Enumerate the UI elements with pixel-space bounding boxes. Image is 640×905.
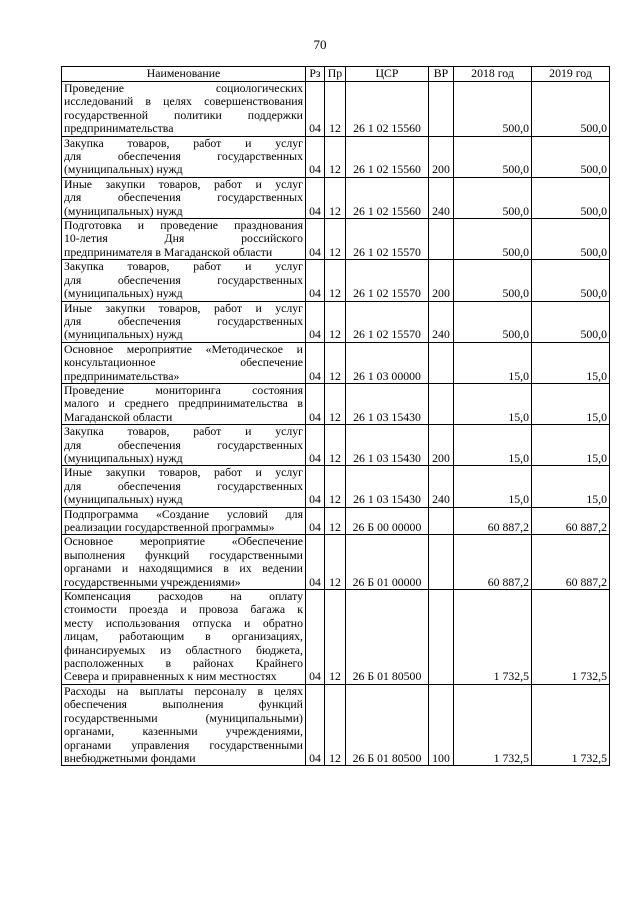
row-name-line: для обеспечения государственных — [64, 437, 303, 452]
row-name-line: Иные закупки товаров, работ и услуг — [64, 465, 303, 480]
table-row — [62, 507, 610, 535]
row-name-line: Закупка товаров, работ и услуг — [64, 135, 303, 150]
row-vr — [429, 383, 454, 424]
row-name-line: Закупка товаров, работ и услуг — [64, 424, 303, 439]
row-csr: 26 1 02 15570 — [346, 219, 429, 260]
header-csr: ЦСР — [346, 67, 429, 82]
row-csr: 26 1 02 15570 — [346, 260, 429, 301]
row-name-line: государственной политики поддержки — [64, 107, 303, 122]
row-vr: 200 — [429, 425, 454, 466]
row-name-line: (муниципальных) нужд — [64, 450, 183, 465]
row-name-line: предпринимателя в Магаданской области — [64, 244, 273, 259]
row-name-line: государственными учреждениями» — [64, 574, 241, 589]
row-2018: 500,0 — [454, 301, 532, 342]
row-name — [62, 590, 306, 685]
row-2019: 15,0 — [532, 466, 610, 507]
row-2018: 1 732,5 — [454, 590, 532, 685]
row-2019: 60 887,2 — [532, 535, 610, 590]
row-name-line: малого и среднего предпринимательства в — [64, 396, 303, 411]
row-name — [62, 82, 306, 137]
row-name-line: Подготовка и проведение празднования — [64, 218, 303, 233]
table-row — [62, 82, 610, 137]
row-name-line: Магаданской области — [64, 409, 173, 424]
row-pr: 12 — [325, 301, 346, 342]
row-name-line: выполнения функций государственными — [64, 547, 303, 562]
row-2019: 500,0 — [532, 301, 610, 342]
row-rz: 04 — [306, 136, 325, 177]
row-csr: 26 1 03 15430 — [346, 383, 429, 424]
row-name-line: консультационное обеспечение — [64, 355, 303, 370]
row-csr: 26 1 02 15560 — [346, 177, 429, 218]
row-name-line: (муниципальных) нужд — [64, 162, 183, 177]
header-vr: ВР — [429, 67, 454, 82]
row-vr: 240 — [429, 177, 454, 218]
row-vr — [429, 507, 454, 535]
table-row — [62, 383, 610, 424]
row-csr: 26 Б 01 80500 — [346, 684, 429, 765]
table-row — [62, 177, 610, 218]
row-rz: 04 — [306, 466, 325, 507]
row-name — [62, 136, 306, 177]
row-vr: 200 — [429, 260, 454, 301]
row-csr: 26 1 03 15430 — [346, 466, 429, 507]
header-pr: Пр — [325, 67, 346, 82]
row-2019: 500,0 — [532, 177, 610, 218]
row-name-line: для обеспечения государственных — [64, 190, 303, 205]
row-csr: 26 1 02 15560 — [346, 136, 429, 177]
row-name-line: финансируемых из областного бюджета, — [64, 642, 303, 657]
header-rz: Рз — [306, 67, 325, 82]
row-2018: 15,0 — [454, 466, 532, 507]
row-name-line: месту использования отпуска и обратно — [64, 615, 303, 630]
row-vr: 100 — [429, 684, 454, 765]
row-name-line: Проведение социологических — [64, 81, 303, 95]
row-vr: 240 — [429, 301, 454, 342]
row-name-line: (муниципальных) нужд — [64, 286, 183, 301]
row-vr: 240 — [429, 466, 454, 507]
row-vr — [429, 342, 454, 383]
row-name — [62, 342, 306, 383]
table-row — [62, 301, 610, 342]
row-rz: 04 — [306, 425, 325, 466]
row-name — [62, 219, 306, 260]
table-row — [62, 260, 610, 301]
row-name-line: Основное мероприятие «Обеспечение — [64, 534, 303, 549]
page-number: 70 — [313, 37, 327, 52]
row-csr: 26 1 02 15560 — [346, 82, 429, 137]
row-pr: 12 — [325, 535, 346, 590]
row-name-line: для обеспечения государственных — [64, 313, 303, 328]
row-name-line: для обеспечения государственных — [64, 272, 303, 287]
row-name-line: 10-летия Дня российского — [64, 231, 303, 246]
row-2018: 500,0 — [454, 260, 532, 301]
row-vr — [429, 82, 454, 137]
row-2019: 1 732,5 — [532, 684, 610, 765]
row-2018: 1 732,5 — [454, 684, 532, 765]
row-name-line: лицам, работающим в организациях, — [64, 629, 303, 644]
row-2019: 15,0 — [532, 342, 610, 383]
row-name-line: Расходы на выплаты персоналу в целях — [64, 683, 303, 698]
header-2019: 2019 год — [532, 67, 610, 82]
row-name — [62, 507, 306, 535]
row-vr — [429, 590, 454, 685]
row-name-line: предпринимательства — [64, 121, 174, 136]
row-2018: 500,0 — [454, 177, 532, 218]
row-csr: 26 Б 01 80500 — [346, 590, 429, 685]
row-name-line: исследований в целях совершенствования — [64, 94, 303, 109]
row-name-line: Компенсация расходов на оплату — [64, 589, 303, 604]
row-csr: 26 1 03 15430 — [346, 425, 429, 466]
table-row — [62, 684, 610, 765]
row-rz: 04 — [306, 535, 325, 590]
row-name-line: стоимости проезда и провоза багажа к — [64, 602, 303, 617]
row-name-line: Иные закупки товаров, работ и услуг — [64, 300, 303, 315]
row-name-line: органами управления государственными — [64, 737, 303, 752]
row-rz: 04 — [306, 684, 325, 765]
row-pr: 12 — [325, 260, 346, 301]
row-name-line: (муниципальных) нужд — [64, 327, 183, 342]
row-csr: 26 1 02 15570 — [346, 301, 429, 342]
row-pr: 12 — [325, 425, 346, 466]
table-row — [62, 535, 610, 590]
table-header-row — [62, 67, 610, 82]
row-2019: 500,0 — [532, 136, 610, 177]
row-2019: 500,0 — [532, 82, 610, 137]
row-name-line: Иные закупки товаров, работ и услуг — [64, 176, 303, 191]
row-vr: 200 — [429, 136, 454, 177]
row-name-line: органами и находящимися в их ведении — [64, 561, 303, 576]
header-name: Наименование — [62, 67, 306, 82]
row-name-line: (муниципальных) нужд — [64, 203, 183, 218]
row-rz: 04 — [306, 342, 325, 383]
row-name — [62, 684, 306, 765]
row-pr: 12 — [325, 342, 346, 383]
row-pr: 12 — [325, 82, 346, 137]
row-name-line: для обеспечения государственных — [64, 149, 303, 164]
row-2019: 15,0 — [532, 383, 610, 424]
row-rz: 04 — [306, 301, 325, 342]
row-2019: 15,0 — [532, 425, 610, 466]
table-row — [62, 342, 610, 383]
row-2019: 500,0 — [532, 260, 610, 301]
row-name — [62, 425, 306, 466]
row-csr: 26 1 03 00000 — [346, 342, 429, 383]
row-name-line: обеспечения выполнения функций — [64, 697, 303, 712]
row-name-line: (муниципальных) нужд — [64, 492, 183, 507]
row-name-line: Подпрограмма «Создание условий для — [64, 506, 303, 521]
row-pr: 12 — [325, 177, 346, 218]
row-name-line: Закупка товаров, работ и услуг — [64, 259, 303, 274]
table-row — [62, 425, 610, 466]
row-pr: 12 — [325, 507, 346, 535]
row-rz: 04 — [306, 219, 325, 260]
header-2018: 2018 год — [454, 67, 532, 82]
row-2018: 15,0 — [454, 342, 532, 383]
row-pr: 12 — [325, 590, 346, 685]
table-row — [62, 590, 610, 685]
row-csr: 26 Б 01 00000 — [346, 535, 429, 590]
row-name-line: государственными (муниципальными) — [64, 710, 303, 725]
row-pr: 12 — [325, 684, 346, 765]
row-name-line: предпринимательства» — [64, 368, 180, 383]
row-name-line: Проведение мониторинга состояния — [64, 382, 303, 397]
row-2019: 60 887,2 — [532, 507, 610, 535]
row-name-line: Севера и приравненных к ним местностях — [64, 669, 277, 684]
row-pr: 12 — [325, 466, 346, 507]
row-2018: 500,0 — [454, 219, 532, 260]
row-2018: 500,0 — [454, 136, 532, 177]
table-row — [62, 136, 610, 177]
row-name — [62, 383, 306, 424]
row-name-line: Основное мероприятие «Методическое и — [64, 341, 303, 356]
row-name-line: органами, казенными учреждениями, — [64, 724, 303, 739]
row-pr: 12 — [325, 219, 346, 260]
row-rz: 04 — [306, 177, 325, 218]
row-csr: 26 Б 00 00000 — [346, 507, 429, 535]
row-rz: 04 — [306, 260, 325, 301]
row-rz: 04 — [306, 82, 325, 137]
row-name — [62, 535, 306, 590]
row-2019: 500,0 — [532, 219, 610, 260]
row-2018: 60 887,2 — [454, 535, 532, 590]
row-name — [62, 177, 306, 218]
row-pr: 12 — [325, 136, 346, 177]
row-2019: 1 732,5 — [532, 590, 610, 685]
table-row — [62, 466, 610, 507]
table-row — [62, 219, 610, 260]
row-2018: 500,0 — [454, 82, 532, 137]
row-2018: 15,0 — [454, 425, 532, 466]
row-name — [62, 260, 306, 301]
row-name — [62, 301, 306, 342]
row-pr: 12 — [325, 383, 346, 424]
row-vr — [429, 535, 454, 590]
row-name — [62, 466, 306, 507]
row-name-line: внебюджетными фондами — [64, 750, 196, 765]
row-name-line: для обеспечения государственных — [64, 478, 303, 493]
budget-table — [61, 66, 610, 766]
row-name-line: реализации государственной программы» — [64, 520, 275, 534]
row-2018: 15,0 — [454, 383, 532, 424]
row-name-line: расположенных в районах Крайнего — [64, 656, 303, 671]
row-rz: 04 — [306, 383, 325, 424]
row-vr — [429, 219, 454, 260]
row-2018: 60 887,2 — [454, 507, 532, 535]
row-rz: 04 — [306, 590, 325, 685]
row-rz: 04 — [306, 507, 325, 535]
